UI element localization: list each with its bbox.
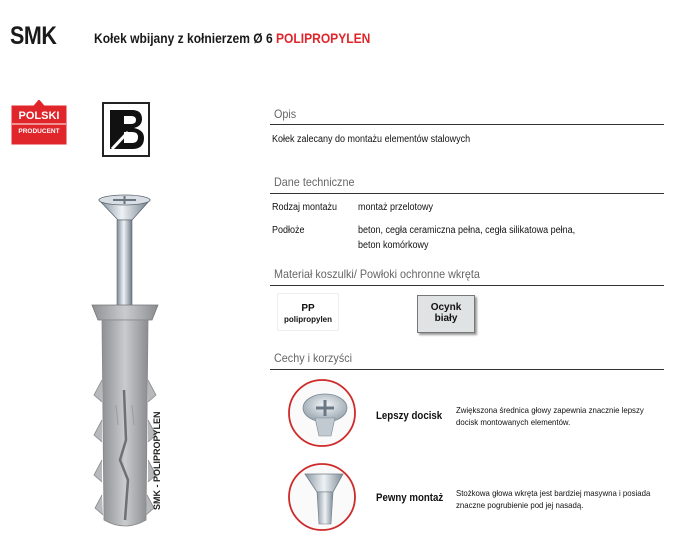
material-sub: polipropylen [284,315,332,324]
feature-desc-line: docisk montowanych elementów. [456,417,571,427]
opis-text: Kołek zalecany do montażu elementów stalowych [272,134,471,145]
material-sub: biały [434,313,458,324]
divider [270,285,664,286]
product-title [94,30,370,46]
spec-label: Rodzaj montażu [272,202,338,213]
feature-desc-line: Stożkowa głowa wkręta jest bardziej masywna i posiada [456,488,651,498]
material-pp-box [277,293,339,331]
feature-image-collar [287,462,357,532]
material-main: Ocynk [430,302,462,313]
badge-line1: POLSKI [18,110,60,122]
feature-label: Pewny montaż [376,492,444,504]
feature-label: Lepszy docisk [376,410,443,422]
product-code: SMK [10,22,57,50]
badge-line2: PRODUCENT [18,128,60,135]
spec-value: montaż przelotowy [358,202,434,213]
feature-image-head [287,378,357,448]
spec-label: Podłoże [272,225,305,236]
material-ocynk-box [417,295,475,333]
polski-producent-badge [8,100,70,150]
product-title-material: POLIPROPYLEN [275,30,371,46]
section-title-opis: Opis [274,107,297,121]
divider [270,193,664,194]
material-main: PP [301,303,315,314]
brand-logo-icon [102,102,150,157]
section-title-material: Materiał koszulki/ Powłoki ochronne wkręta [274,267,480,281]
product-side-label: SMK - POLIPROPYLEN [152,411,162,510]
feature-desc-line: znaczne pogrubienie pod jej nasadą. [456,500,584,510]
spec-value: beton komórkowy [358,240,429,251]
section-title-dane: Dane techniczne [274,175,355,189]
feature-desc-line: Zwiększona średnica głowy zapewnia znacznie lepszy [456,405,644,415]
section-title-cechy: Cechy i korzyści [274,351,353,365]
spec-value: beton, cegła ceramiczna pełna, cegła silikatowa pełna, [358,225,576,236]
divider [270,369,664,370]
product-title-text: Kołek wbijany z kołnierzem Ø 6 [94,30,273,46]
divider [270,124,664,125]
